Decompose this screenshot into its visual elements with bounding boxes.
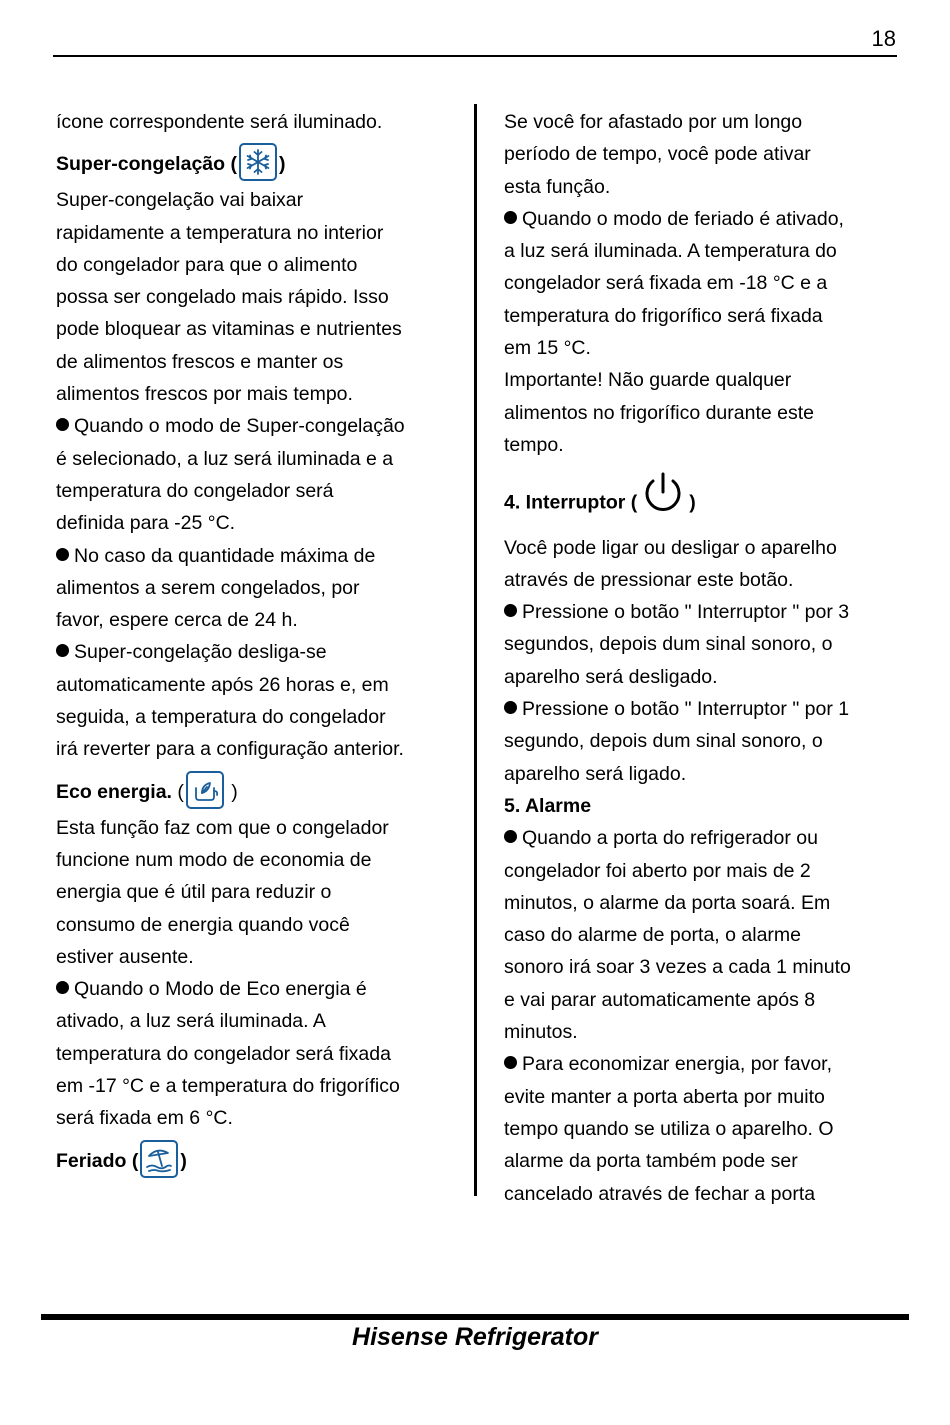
super-freeze-line: do congelador para que o alimento xyxy=(56,253,358,276)
holiday-bullet-line: em 15 °C. xyxy=(504,337,591,360)
super-freeze-bullet-line: favor, espere cerca de 24 h. xyxy=(56,609,298,632)
eco-energy-title-close: ) xyxy=(225,780,238,803)
footer-rule xyxy=(41,1314,909,1320)
alarm-heading: 5. Alarme xyxy=(504,794,592,817)
super-freeze-bullet-line: é selecionado, a luz será iluminada e a xyxy=(56,447,394,470)
important-line: alimentos no frigorífico durante este xyxy=(504,401,815,424)
switch-heading xyxy=(504,475,899,531)
switch-line: através de pressionar este botão. xyxy=(504,568,794,591)
alarm-bullet-line: cancelado através de fechar a porta xyxy=(504,1182,816,1205)
switch-bullet-line: Pressione o botão " Interruptor " por 3 xyxy=(504,596,899,628)
eco-energy-title-open: ( xyxy=(171,780,184,803)
page-number: 18 xyxy=(871,26,896,51)
alarm-bullet-line: e vai parar automaticamente após 8 xyxy=(504,988,816,1011)
super-freeze-bullet-line: automaticamente após 26 horas e, em xyxy=(56,673,389,696)
right-column xyxy=(504,106,899,1210)
super-freeze-line: Super-congelação vai baixar xyxy=(56,189,304,212)
eco-energy-line: Esta função faz com que o congelador xyxy=(56,816,389,839)
eco-energy-icon xyxy=(186,771,224,809)
eco-energy-title: Eco energia. xyxy=(56,780,172,803)
holiday-heading xyxy=(56,1143,456,1181)
super-freeze-bullet-line: No caso da quantidade máxima de xyxy=(56,540,456,572)
holiday-title-close: ) xyxy=(180,1149,187,1172)
footer-brand: Hisense Refrigerator xyxy=(352,1323,598,1351)
eco-energy-line: energia que é útil para reduzir o xyxy=(56,881,332,904)
intro-line: ícone correspondente será iluminado. xyxy=(56,111,383,133)
super-freeze-bullet-line: temperatura do congelador será xyxy=(56,479,334,502)
snowflake-icon xyxy=(239,143,277,181)
holiday-beach-icon xyxy=(140,1140,178,1178)
eco-energy-line: consumo de energia quando você xyxy=(56,913,350,936)
column-divider xyxy=(474,104,477,1196)
alarm-bullet-line: Quando a porta do refrigerador ou xyxy=(504,822,899,854)
switch-title: 4. Interruptor ( xyxy=(504,491,638,514)
eco-energy-bullet-line: será fixada em 6 °C. xyxy=(56,1107,233,1130)
switch-title-close: ) xyxy=(689,491,696,514)
super-freeze-title: Super-congelação ( xyxy=(56,153,237,176)
alarm-bullet-line: congelador foi aberto por mais de 2 xyxy=(504,859,811,882)
holiday-bullet-line: temperatura do frigorífico será fixada xyxy=(504,304,823,327)
alarm-bullet-line: sonoro irá soar 3 vezes a cada 1 minuto xyxy=(504,956,851,979)
super-freeze-line: pode bloquear as vitaminas e nutrientes xyxy=(56,318,402,341)
alarm-bullet-line: minutos, o alarme da porta soará. Em xyxy=(504,891,831,914)
switch-bullet-line: Pressione o botão " Interruptor " por 1 xyxy=(504,693,899,725)
eco-energy-line: funcione num modo de economia de xyxy=(56,848,372,871)
important-line: Importante! Não guarde qualquer xyxy=(504,369,792,392)
super-freeze-line: possa ser congelado mais rápido. Isso xyxy=(56,286,389,309)
eco-energy-heading xyxy=(56,774,456,812)
super-freeze-bullet-line: Quando o modo de Super-congelação xyxy=(56,410,456,442)
super-freeze-bullet-line: definida para -25 °C. xyxy=(56,512,236,535)
eco-energy-bullet-line: ativado, a luz será iluminada. A xyxy=(56,1010,326,1033)
super-freeze-line: de alimentos frescos e manter os xyxy=(56,350,344,373)
eco-energy-bullet-line: em -17 °C e a temperatura do frigorífico xyxy=(56,1075,400,1098)
super-freeze-line: rapidamente a temperatura no interior xyxy=(56,221,384,244)
holiday-title: Feriado ( xyxy=(56,1149,139,1172)
alarm-bullet-line: caso do alarme de porta, o alarme xyxy=(504,924,801,947)
switch-bullet-line: aparelho será desligado. xyxy=(504,665,718,688)
switch-bullet-line: segundo, depois dum sinal sonoro, o xyxy=(504,730,823,753)
eco-energy-bullet-line: Quando o Modo de Eco energia é xyxy=(56,973,456,1005)
holiday-bullet-line: a luz será iluminada. A temperatura do xyxy=(504,240,837,263)
alarm-bullet-line: tempo quando se utiliza o aparelho. O xyxy=(504,1117,834,1140)
switch-line: Você pode ligar ou desligar o aparelho xyxy=(504,536,837,559)
alarm-bullet-line: Para economizar energia, por favor, xyxy=(504,1048,899,1080)
super-freeze-bullet-line: Super-congelação desliga-se xyxy=(56,636,456,668)
switch-bullet-line: segundos, depois dum sinal sonoro, o xyxy=(504,633,833,656)
holiday-line: Se você for afastado por um longo xyxy=(504,111,803,133)
header-rule xyxy=(53,55,897,57)
holiday-bullet-line: congelador será fixada em -18 °C e a xyxy=(504,272,828,295)
super-freeze-line: alimentos frescos por mais tempo. xyxy=(56,383,353,406)
alarm-bullet-line: alarme da porta também pode ser xyxy=(504,1150,798,1173)
alarm-bullet-line: evite manter a porta aberta por muito xyxy=(504,1085,825,1108)
left-column xyxy=(56,106,456,1181)
holiday-bullet-line: Quando o modo de feriado é ativado, xyxy=(504,203,899,235)
super-freeze-bullet-line: irá reverter para a configuração anterior. xyxy=(56,738,404,761)
switch-bullet-line: aparelho será ligado. xyxy=(504,762,687,785)
super-freeze-bullet-line: seguida, a temperatura do congelador xyxy=(56,706,386,729)
holiday-line: esta função. xyxy=(504,175,611,198)
alarm-bullet-line: minutos. xyxy=(504,1021,578,1044)
holiday-line: período de tempo, você pode ativar xyxy=(504,143,811,166)
important-line: tempo. xyxy=(504,433,564,456)
super-freeze-heading xyxy=(56,146,456,184)
super-freeze-title-close: ) xyxy=(278,153,286,176)
power-icon xyxy=(638,471,688,527)
eco-energy-bullet-line: temperatura do congelador será fixada xyxy=(56,1042,391,1065)
super-freeze-bullet-line: alimentos a serem congelados, por xyxy=(56,576,360,599)
eco-energy-line: estiver ausente. xyxy=(56,945,194,968)
